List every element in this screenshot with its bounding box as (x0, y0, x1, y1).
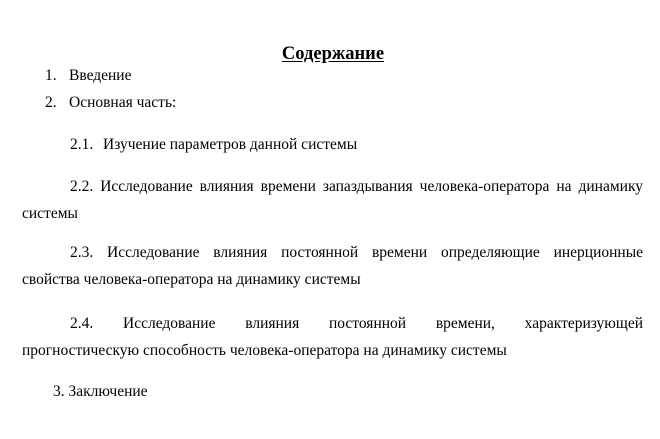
toc-item-1 (45, 66, 131, 86)
toc-subitem-number: 2.3. (70, 244, 94, 261)
toc-subitem-text: Изучение параметров данной системы (103, 136, 358, 153)
toc-subitem-2-3 (70, 243, 643, 263)
toc-item-2 (45, 93, 176, 113)
toc-subitem-text: Исследование влияния постоянной времени определяющие инерционные (107, 244, 644, 261)
toc-subitem-2-2-continuation: системы (22, 205, 78, 222)
toc-subitem-2-3-continuation: свойства человека-оператора на динамику системы (22, 271, 361, 288)
toc-subitem-2-4 (70, 314, 643, 334)
toc-subitem-number: 2.1. (70, 136, 94, 153)
toc-item-number: 1. (45, 67, 57, 84)
toc-item-text: Заключение (68, 383, 148, 400)
toc-item-number: 3. (53, 383, 65, 400)
toc-item-number: 2. (45, 94, 57, 111)
toc-subitem-number: 2.4. (70, 315, 94, 332)
toc-subitem-2-1 (70, 135, 357, 155)
toc-item-text: Введение (69, 67, 132, 84)
toc-subitem-number: 2.2. (70, 178, 94, 195)
toc-subitem-2-2 (70, 177, 643, 197)
toc-subitem-2-4-continuation: прогностическую способность человека-оператора на динамику системы (22, 342, 507, 359)
toc-subitem-text: Исследование влияния времени запаздывания человека-оператора на динамику (100, 178, 643, 195)
toc-item-text: Основная часть: (69, 94, 177, 111)
page-title: Содержание (281, 44, 385, 64)
toc-item-3 (53, 382, 148, 402)
toc-subitem-text: Исследование влияния постоянной времени, характеризующей (123, 315, 643, 332)
